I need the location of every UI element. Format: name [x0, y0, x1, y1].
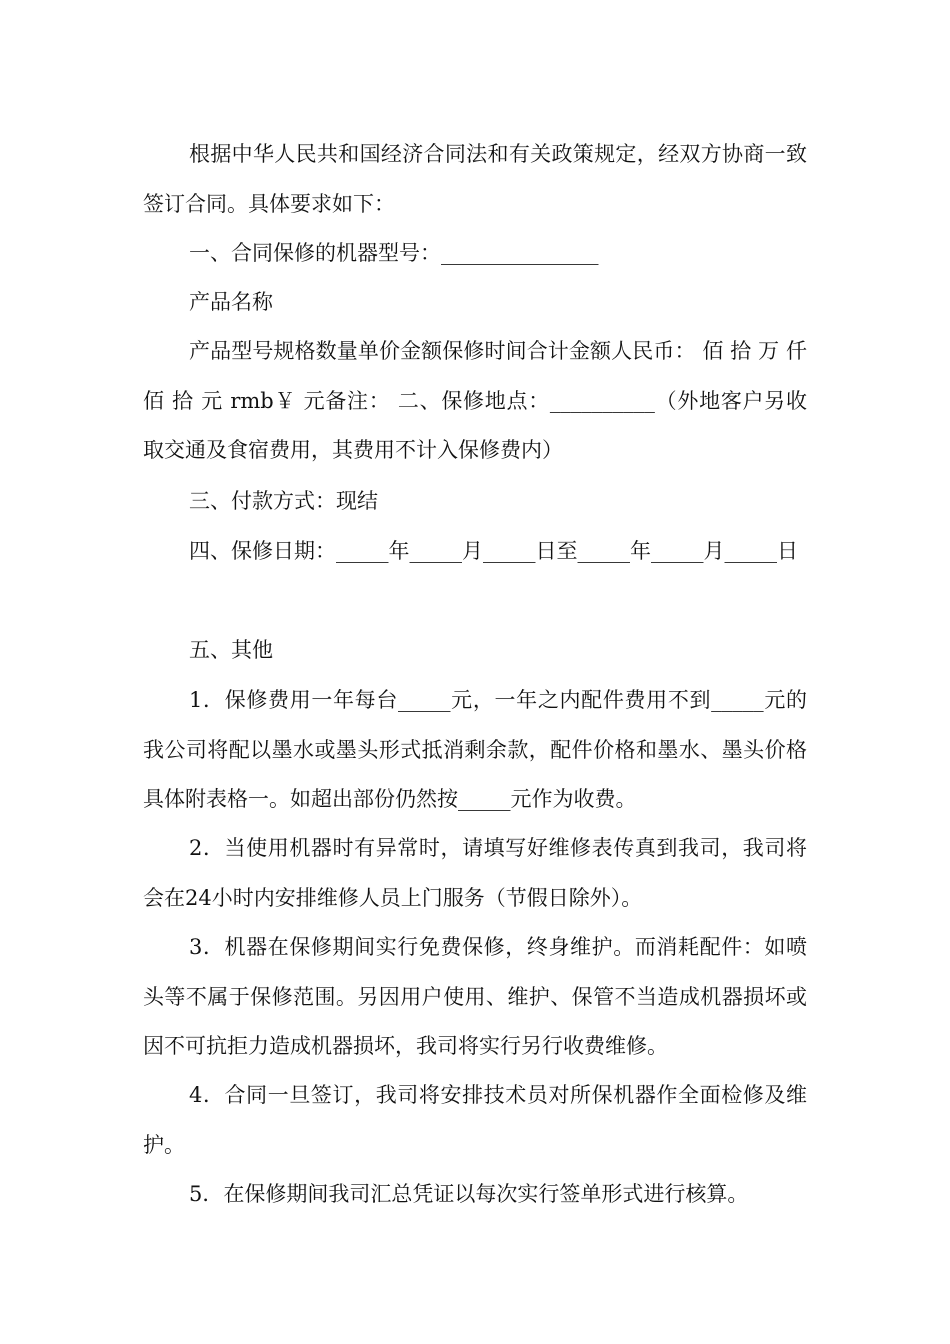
warranty-period-clause: 四、保修日期：_____年_____月_____日至_____年_____月_____日 — [189, 539, 798, 563]
item-1-fee-clause: 1．保修费用一年每台_____元，一年之内配件费用不到_____元的我公司将配以墨水或墨头形式抵消剩余款，配件价格和墨水、墨头价格具体附表格一。如超出部份仍然按_____元作为收费。 — [143, 688, 807, 812]
product-name-heading: 产品名称 — [189, 290, 273, 314]
product-table-clause: 产品型号规格数量单价金额保修时间合计金额人民币： 佰 拾 万 仟 佰 拾 元 rmb￥ 元备注： 二、保修地点：__________（外地客户另收取交通及食宿费用，其费用不计入保修费内） — [143, 339, 807, 463]
item-5-accounting-clause: 5．在保修期间我司汇总凭证以每次实行签单形式进行核算。 — [189, 1182, 749, 1206]
payment-method-clause: 三、付款方式：现结 — [189, 489, 378, 513]
intro-paragraph: 根据中华人民共和国经济合同法和有关政策规定，经双方协商一致签订合同。具体要求如下： — [143, 142, 807, 216]
item-3-free-repair-clause: 3．机器在保修期间实行免费保修，终身维护。而消耗配件：如喷头等不属于保修范围。另因用户使用、维护、保管不当造成机器损坏或因不可抗拒力造成机器损坏，我司将实行另行收费维修。 — [143, 935, 807, 1059]
item-2-service-clause: 2．当使用机器时有异常时，请填写好维修表传真到我司，我司将会在24小时内安排维修人员上门服务（节假日除外）。 — [143, 836, 807, 910]
item-4-inspection-clause: 4．合同一旦签订，我司将安排技术员对所保机器作全面检修及维护。 — [143, 1083, 807, 1157]
machine-model-clause: 一、合同保修的机器型号：_______________ — [189, 241, 599, 265]
other-heading: 五、其他 — [189, 638, 273, 662]
